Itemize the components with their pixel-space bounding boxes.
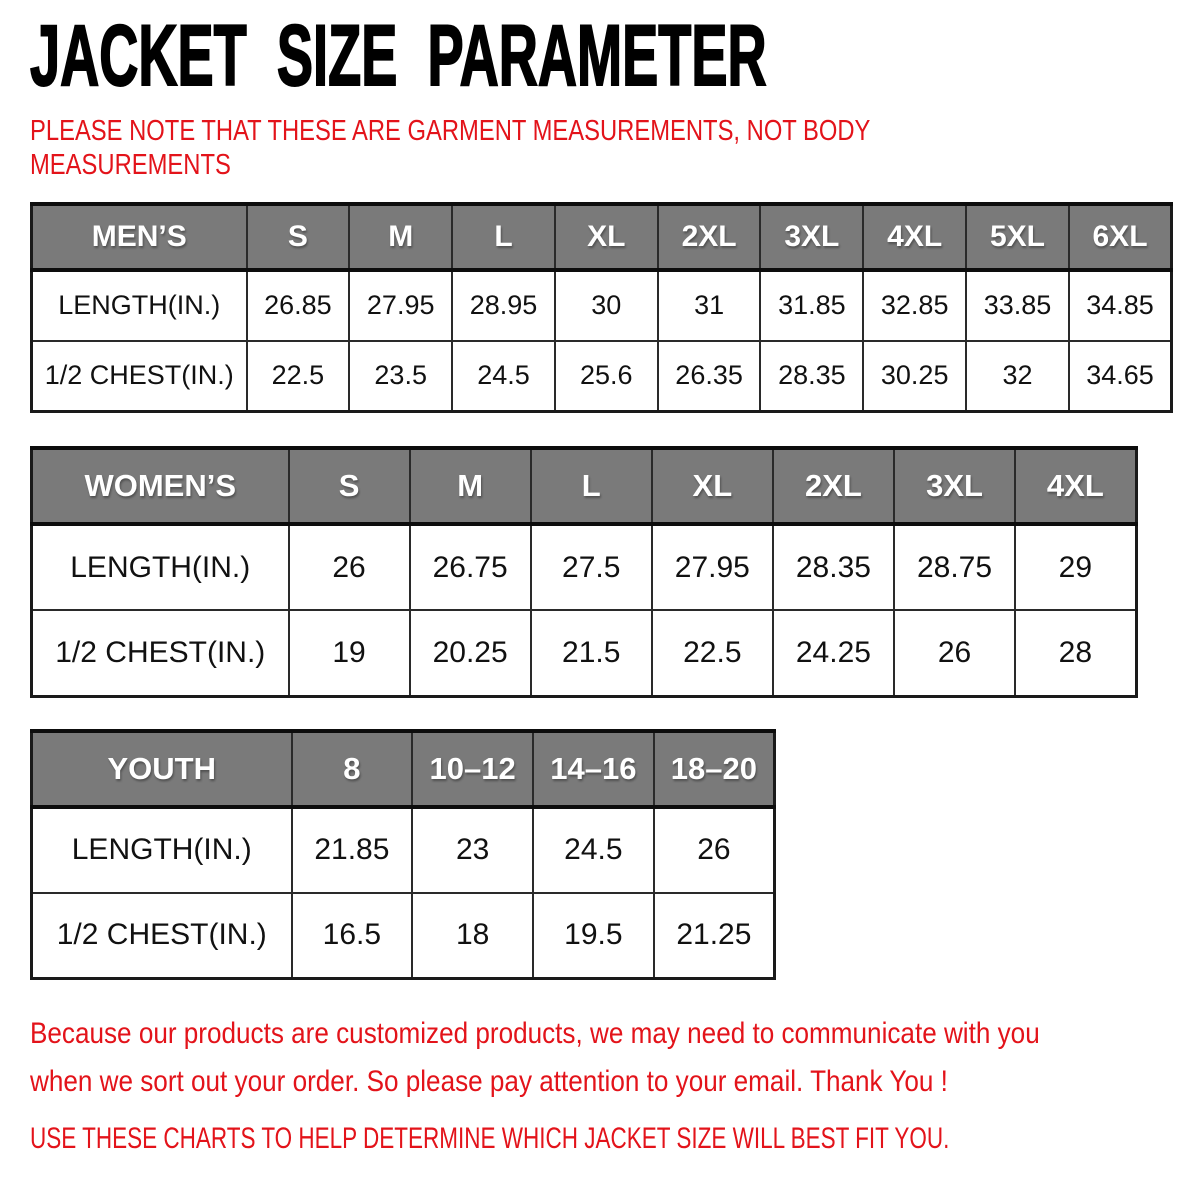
mens-size-value: 28.35 xyxy=(760,341,863,412)
note-line-1: PLEASE NOTE THAT THESE ARE GARMENT MEASUREMENTS, NOT BODY xyxy=(30,114,871,147)
youth-size-value: 24.5 xyxy=(533,807,654,893)
mens-size-header: 3XL xyxy=(760,204,863,270)
mens-size-header: 5XL xyxy=(966,204,1069,270)
mens-size-value: 26.35 xyxy=(658,341,761,412)
womens-size-value: 28 xyxy=(1015,610,1136,696)
customization-notice-line-1: Because our products are customized products, we may need to communicate with you xyxy=(30,1017,1040,1051)
mens-size-value: 31 xyxy=(658,270,761,341)
mens-size-value: 34.85 xyxy=(1069,270,1172,341)
womens-size-header: 2XL xyxy=(773,448,894,524)
womens-size-header: S xyxy=(289,448,410,524)
womens-size-value: 29 xyxy=(1015,524,1136,610)
mens-size-value: 33.85 xyxy=(966,270,1069,341)
womens-length-row xyxy=(32,524,1137,610)
womens-row-label: 1/2 CHEST(IN.) xyxy=(32,610,289,696)
mens-size-value: 32 xyxy=(966,341,1069,412)
youth-size-header: 10–12 xyxy=(412,731,533,807)
womens-size-value: 20.25 xyxy=(410,610,531,696)
youth-chest-row xyxy=(32,893,775,979)
mens-size-value: 25.6 xyxy=(555,341,658,412)
womens-size-table xyxy=(30,446,1138,698)
mens-size-value: 23.5 xyxy=(349,341,452,412)
mens-chest-row xyxy=(32,341,1172,412)
womens-size-value: 22.5 xyxy=(652,610,773,696)
youth-row-label: 1/2 CHEST(IN.) xyxy=(32,893,292,979)
youth-size-value: 16.5 xyxy=(292,893,413,979)
womens-size-value: 26 xyxy=(894,610,1015,696)
womens-row-label: LENGTH(IN.) xyxy=(32,524,289,610)
mens-size-header: 4XL xyxy=(863,204,966,270)
mens-size-value: 28.95 xyxy=(452,270,555,341)
mens-size-header: 6XL xyxy=(1069,204,1172,270)
womens-chest-row xyxy=(32,610,1137,696)
youth-size-value: 19.5 xyxy=(533,893,654,979)
mens-size-value: 32.85 xyxy=(863,270,966,341)
mens-size-value: 30 xyxy=(555,270,658,341)
womens-size-header: 3XL xyxy=(894,448,1015,524)
womens-size-value: 27.5 xyxy=(531,524,652,610)
customization-notice-line-2: when we sort out your order. So please pay attention to your email. Thank You ! xyxy=(30,1065,948,1099)
womens-size-value: 24.25 xyxy=(773,610,894,696)
page-title: JACKET SIZE PARAMETER xyxy=(30,8,767,104)
garment-measurement-note xyxy=(30,114,989,182)
youth-size-header: 14–16 xyxy=(533,731,654,807)
youth-size-value: 26 xyxy=(654,807,775,893)
youth-size-header: 18–20 xyxy=(654,731,775,807)
youth-size-value: 21.25 xyxy=(654,893,775,979)
mens-row-label: 1/2 CHEST(IN.) xyxy=(32,341,247,412)
womens-size-value: 28.35 xyxy=(773,524,894,610)
mens-length-row xyxy=(32,270,1172,341)
customization-notice xyxy=(30,1010,1048,1106)
mens-size-header: M xyxy=(349,204,452,270)
womens-size-header: XL xyxy=(652,448,773,524)
mens-size-header: L xyxy=(452,204,555,270)
mens-size-value: 31.85 xyxy=(760,270,863,341)
womens-size-value: 28.75 xyxy=(894,524,1015,610)
youth-header-row xyxy=(32,731,775,807)
youth-size-value: 18 xyxy=(412,893,533,979)
youth-size-value: 23 xyxy=(412,807,533,893)
mens-size-header: 2XL xyxy=(658,204,761,270)
mens-header-row xyxy=(32,204,1172,270)
mens-size-value: 30.25 xyxy=(863,341,966,412)
mens-size-header: S xyxy=(247,204,350,270)
mens-size-value: 22.5 xyxy=(247,341,350,412)
mens-size-header: XL xyxy=(555,204,658,270)
youth-size-header: 8 xyxy=(292,731,413,807)
womens-size-value: 26.75 xyxy=(410,524,531,610)
mens-size-value: 34.65 xyxy=(1069,341,1172,412)
youth-size-table xyxy=(30,729,776,981)
note-line-2: MEASUREMENTS xyxy=(30,148,231,181)
mens-size-value: 27.95 xyxy=(349,270,452,341)
womens-size-header: M xyxy=(410,448,531,524)
womens-size-header: 4XL xyxy=(1015,448,1136,524)
youth-size-value: 21.85 xyxy=(292,807,413,893)
chart-usage-note: USE THESE CHARTS TO HELP DETERMINE WHICH JACKET SIZE WILL BEST FIT YOU. xyxy=(30,1122,950,1156)
mens-size-table xyxy=(30,202,1173,414)
mens-size-value: 26.85 xyxy=(247,270,350,341)
mens-size-value: 24.5 xyxy=(452,341,555,412)
mens-table-title: MEN’S xyxy=(32,204,247,270)
womens-size-header: L xyxy=(531,448,652,524)
womens-size-value: 27.95 xyxy=(652,524,773,610)
mens-row-label: LENGTH(IN.) xyxy=(32,270,247,341)
youth-row-label: LENGTH(IN.) xyxy=(32,807,292,893)
youth-table-title: YOUTH xyxy=(32,731,292,807)
womens-size-value: 21.5 xyxy=(531,610,652,696)
youth-length-row xyxy=(32,807,775,893)
womens-table-title: WOMEN’S xyxy=(32,448,289,524)
womens-size-value: 19 xyxy=(289,610,410,696)
womens-header-row xyxy=(32,448,1137,524)
womens-size-value: 26 xyxy=(289,524,410,610)
